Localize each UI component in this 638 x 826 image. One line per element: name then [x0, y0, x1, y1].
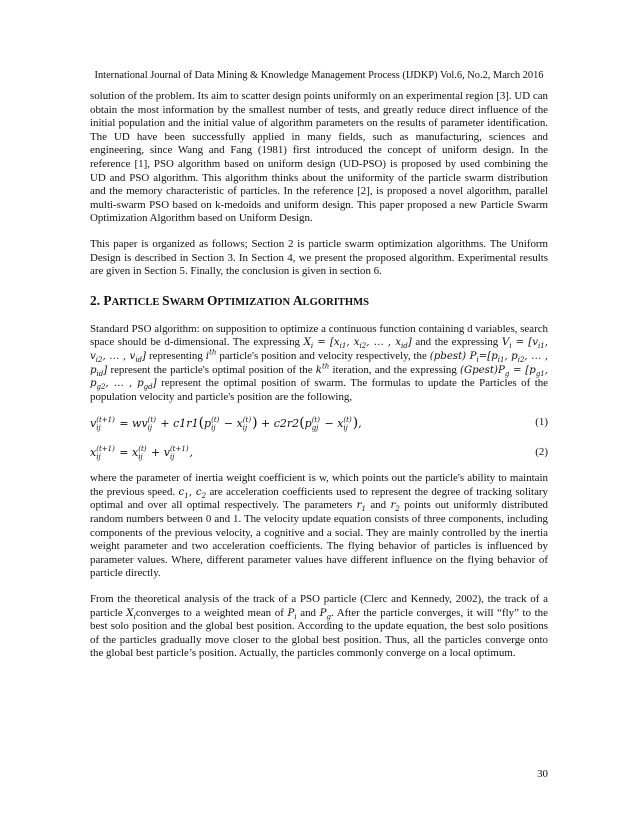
math-gbest: $(Gpest)P_g = [p_{g1}$, $p_{g2}$, … , $p_{gd}$]: [90, 364, 548, 392]
paragraph-paper-organization: This paper is organized as follows; Section 2 is particle swarm optimization algorithms. The Uniform Design is described in Section 3. In Section 4, we present the proposed algorithm. Experimental results are given in Section 5. Finally, the conclusion is given in section 6.: [90, 237, 548, 278]
equation-velocity-expression: v (t+1) ij = wv (t) ij + c1r1(p (t) ij − x (t) ij ) + c2r2(p (t) gj − x (t) ij ),: [90, 415, 362, 433]
paragraph-uniform-design-intro: solution of the problem. Its aim to scatter design points uniformly on an experimental region [3]. UD can obtain the most information by the smallest number of tests, and greatly reduce direct influence of the initial population and the initial value of algorithm parameters on the results of parameter identification. The UD have been successfully applied in many fields, such as manufacturing, sciences and engineering, since Wang and Fang (1981) first introduced the concept of uniform design. In the reference [1], PSO algorithm based on uniform design (UD-PSO) is proposed by used combining the UD and PSO algorithm. This algorithm thinks about the uniformity of the particle swarm distribution and the memory characteristic of particles. In the reference [2], is proposed a novel algorithm, parallel multi-swarm PSO based on k-medoids and uniform design. This paper proposed a new Particle Swarm Optimization Algorithm based on Uniform Design.: [90, 90, 548, 225]
equation-velocity-update: [90, 410, 548, 436]
math-pg: $P_g$: [319, 607, 331, 621]
equation-position-update: [90, 440, 548, 466]
math-velocity-vector: $V_i = [v_{i1}$, $v_{i2}$, … , $v_{id}$]: [90, 337, 548, 364]
section-number: 2.: [90, 292, 101, 308]
math-c1-c2: $c_1$, $c_2$: [178, 486, 207, 500]
paragraph-parameters: where the parameter of inertia weight coefficient is w, which points out the particle's ability to maintain the previous speed. $c_1$, $c_2$ are acceleration coefficients used to represent the degree of tracking solitary optimal and over all optimal respectively. The parameters $r_1$ and $r_2$ points out uniformly distributed random numbers between 0 and 1. The velocity update equation consists of three components, including components of the previous velocity, a cognitive and a social. They are mainly controlled by the inertia weight parameter and two acceleration coefficients. The flying behavior of particles is influenced by parameter values. Where, different parameter values have different influence on the flying behavior of particle directly.: [90, 472, 548, 580]
paragraph-convergence: From the theoretical analysis of the track of a PSO particle (Clerc and Kennedy, 2002), the track of a particle $X_iconverges$ to a weighted mean of $P_i$ and $P_g$. After the particle converges, it will “fly” to the best solo position and the global best position. According to the update equation, the best solo positions of the particles gradually move closer to the global best position. Thus, all the particles converge onto the global best particle’s position. Actually, the particles commonly converge on a local optimum.: [90, 593, 548, 660]
page-number: 30: [537, 768, 548, 780]
math-pbest: (pbest) $P_i=[p_{i1}$, $p_{i2}$, … , $p_{id}$]: [90, 350, 549, 378]
section-title: PARTICLE SWARM OPTIMIZATION ALGORITHMS: [103, 292, 370, 308]
math-i-th: $i^{th}$: [205, 348, 217, 362]
page-body: [90, 90, 548, 673]
math-k-th: $k^{th}$: [315, 362, 330, 376]
section-heading: [90, 293, 548, 311]
math-r2: $r_2$: [390, 500, 400, 514]
equation-number-1: (1): [535, 416, 548, 429]
math-pi: $P_i$: [287, 607, 297, 621]
paragraph-standard-pso: Standard PSO algorithm: on supposition to optimize a continuous function containing d variables, search space should be d-dimensional. The expressing $X_i = [x_{i1}$, $x_{i2}$, … , $x_{id}$] and the expressing $V_i = [v_{i1}$, $v_{i2}$, … , $v_{id}$] representing $i^{th}$ particle's position and velocity respectively, the (pbest) $P_i=[p_{i1}$, $p_{i2}$, … , $p_{id}$] represent the particle's optimal position of the $k^{th}$ iteration, and the expressing $(Gpest)P_g = [p_{g1}$, $p_{g2}$, … , $p_{gd}$] represent the optimal position of swarm. The formulas to update the Particles of the population velocity and particle's position are the following,: [90, 322, 549, 403]
running-header: International Journal of Data Mining & Knowledge Management Process (IJDKP) Vol.6, No.2, March 2016: [94, 70, 544, 81]
equation-position-expression: x (t+1) ij = x (t) ij + v (t+1) ij ,: [90, 445, 194, 462]
math-r1: $r_1$: [356, 500, 366, 514]
equation-number-2: (2): [535, 446, 548, 459]
math-xi: $X_i$: [126, 607, 136, 621]
math-position-vector: $X_i = [x_{i1}$, $x_{i2}$, … , $x_{id}$]: [303, 337, 412, 351]
